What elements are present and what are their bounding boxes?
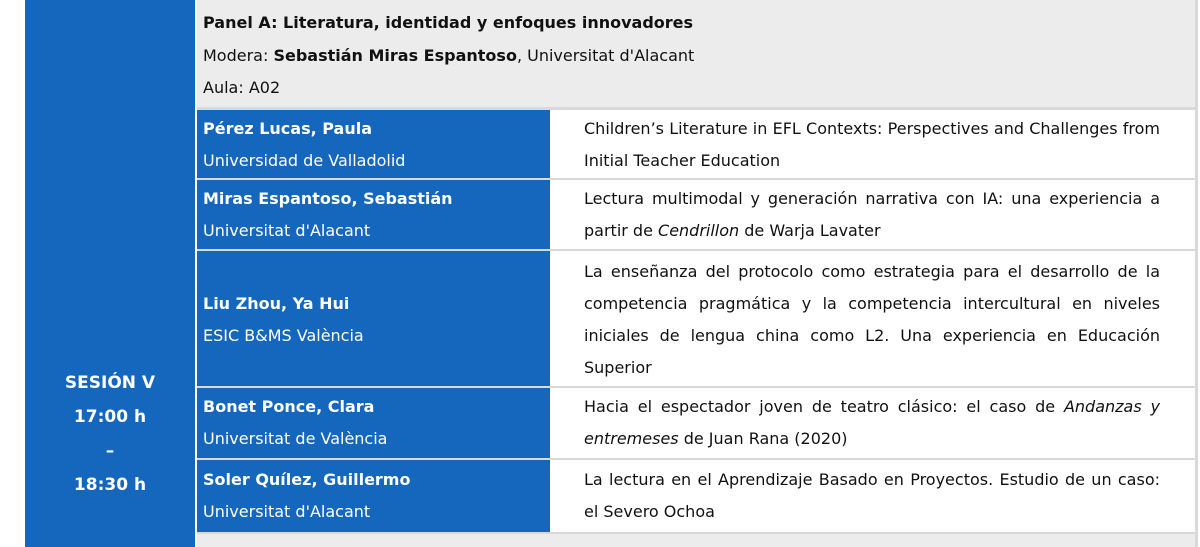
panel-moderator	[203, 46, 694, 65]
author-cell	[197, 180, 550, 249]
table-right-border	[1195, 0, 1198, 547]
title-cell	[552, 460, 1197, 532]
talk-row	[197, 180, 1197, 249]
next-panel-header-partial	[197, 534, 1197, 547]
session-end-time: 18:30 h	[73, 475, 147, 495]
talk-title-text: Lectura multimodal y generación narrativa con IA: una experiencia a partir de	[584, 189, 1160, 240]
talk-title-text: Children’s Literature in EFL Contexts: Perspectives and Challenges from Initial Teacher Education	[584, 119, 1160, 170]
panel-title: Panel A: Literatura, identidad y enfoques innovadores	[203, 13, 694, 32]
author-affiliation: Universidad de Valladolid	[203, 151, 406, 170]
talk-title-text: de Warja Lavater	[739, 221, 881, 240]
author-cell	[197, 251, 550, 386]
title-cell	[552, 388, 1197, 458]
author-affiliation: ESIC B&MS València	[203, 326, 364, 345]
panel-header	[197, 0, 1197, 107]
talk-title-italic: Andanzas y entremeses	[584, 397, 1161, 448]
talk-title-italic: Cendrillon	[658, 221, 740, 240]
author-affiliation: Universitat de València	[203, 429, 388, 448]
moderator-affiliation: , Universitat d'Alacant	[516, 46, 695, 65]
author-name: Liu Zhou, Ya Hui	[203, 294, 350, 313]
talk-title	[584, 113, 1160, 177]
author-name: Pérez Lucas, Paula	[203, 119, 373, 138]
author-affiliation: Universitat d'Alacant	[203, 502, 371, 521]
talk-row	[197, 251, 1197, 386]
author-name: Soler Quílez, Guillermo	[203, 470, 411, 489]
talk-title	[584, 391, 1160, 455]
moderator-prefix: Modera:	[203, 46, 274, 65]
author-name: Miras Espantoso, Sebastián	[203, 189, 453, 208]
talk-row	[197, 460, 1197, 532]
talk-row	[197, 388, 1197, 458]
talk-row	[197, 110, 1197, 178]
talk-title-text: de Juan Rana (2020)	[678, 429, 848, 448]
session-time-dash: –	[105, 441, 115, 461]
talk-title	[584, 464, 1160, 528]
session-label	[25, 366, 195, 502]
talk-title	[584, 256, 1160, 384]
talk-title-text: Hacia el espectador joven de teatro clásico: el caso de	[584, 397, 1064, 416]
author-affiliation: Universitat d'Alacant	[203, 221, 371, 240]
talk-title	[584, 183, 1160, 247]
author-cell	[197, 388, 550, 458]
session-start-time: 17:00 h	[73, 407, 147, 427]
title-cell	[552, 180, 1197, 249]
author-name: Bonet Ponce, Clara	[203, 397, 375, 416]
moderator-name: Sebastián Miras Espantoso	[273, 46, 517, 65]
title-cell	[552, 110, 1197, 178]
panel-room: Aula: A02	[203, 78, 281, 97]
title-cell	[552, 251, 1197, 386]
author-cell	[197, 110, 550, 178]
session-name: SESIÓN V	[64, 373, 156, 393]
author-cell	[197, 460, 550, 532]
talk-title-text: La lectura en el Aprendizaje Basado en Proyectos. Estudio de un caso: el Severo Ochoa	[584, 470, 1160, 521]
talk-title-text: La enseñanza del protocolo como estrategia para el desarrollo de la competencia pragmática y la competencia intercultural en niveles iniciales de lengua china como L2. Una experiencia en Educación Superior	[584, 262, 1160, 377]
